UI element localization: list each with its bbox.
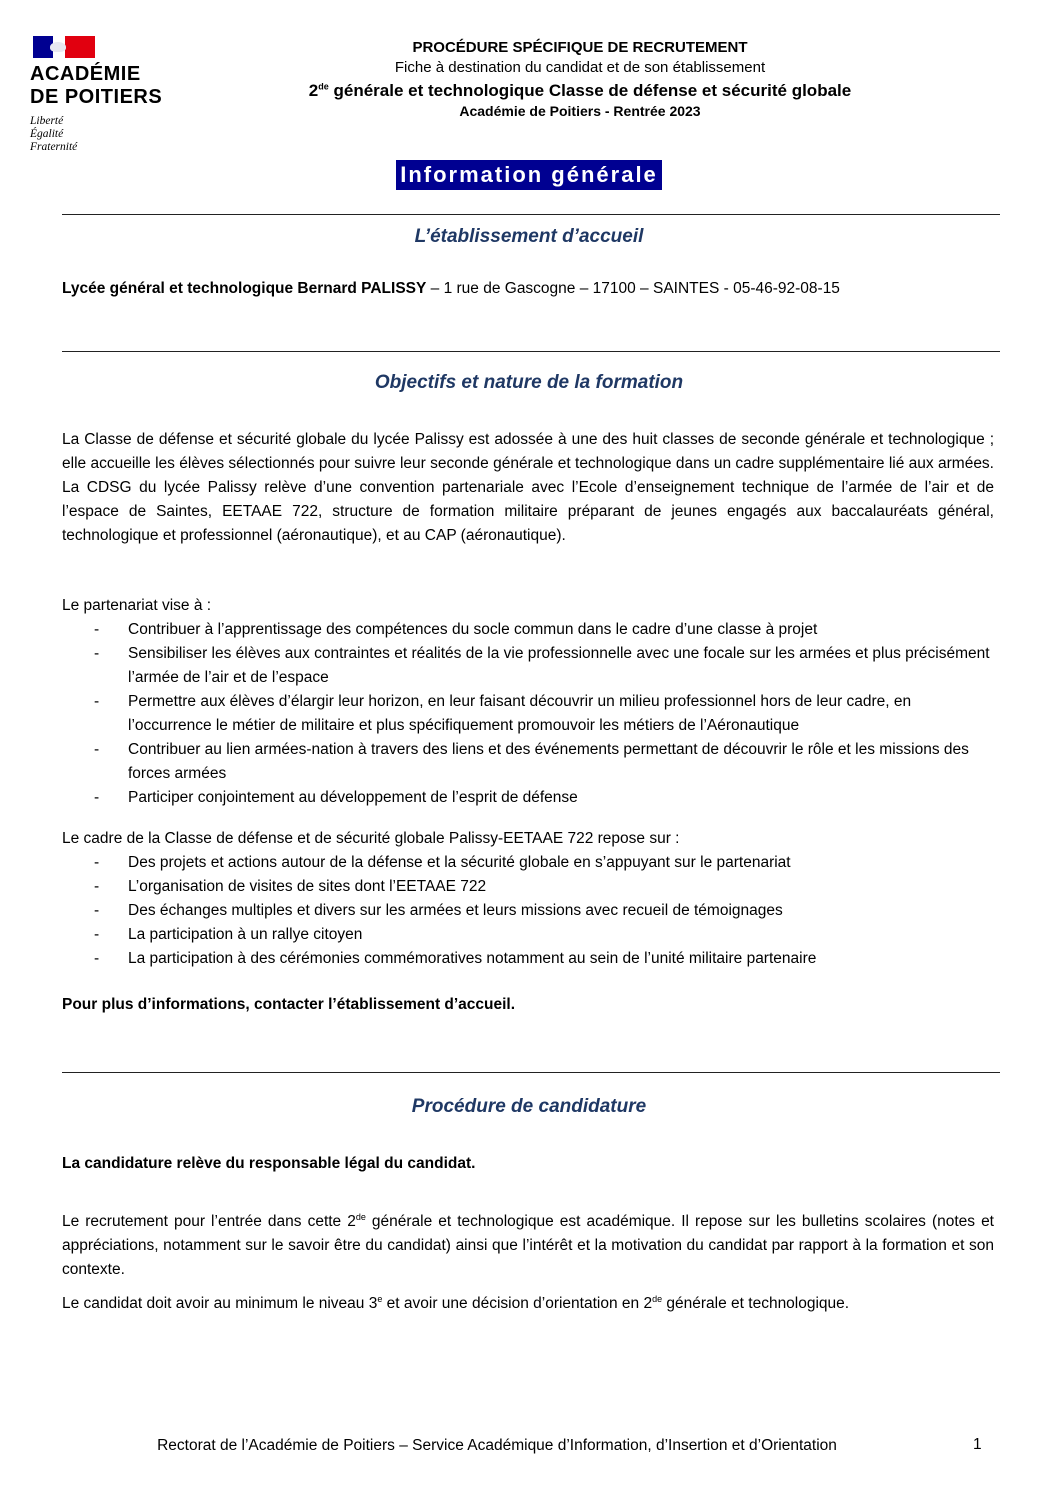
recrutement-paragraph: Le recrutement pour l’entrée dans cette 2de générale et technologique est académique. Il repose sur les bulletins scolaires (notes et appréciations, notamment sur le savoir être du candidat) ainsi que l’intérêt et la motivation du candidat par rapport à la formation et son contexte. xyxy=(62,1211,994,1278)
objectifs-intro: La Classe de défense et sécurité globale du lycée Palissy est adossée à une des huit classes de seconde générale et technologique ; elle accueille les élèves sélectionnés pour suivre leur seconde générale et technologique dans un cadre supplémentaire lié aux armées. La CDSG du lycée Palissy relève d’une convention partenariale avec l’Ecole d’enseignement technique de l’armée de l’air et de l’espace de Saintes, EETAAE 722, structure de formation militaire préparant de jeunes engagés aux baccalauréats général, technologique et professionnel (aéronautique), et au CAP (aéronautique). xyxy=(62,431,994,544)
cadre-lead: Le cadre de la Classe de défense et de sécurité globale Palissy-EETAAE 722 repose sur : xyxy=(62,830,680,847)
marianne-flag-icon xyxy=(33,36,95,58)
motto-egalite: Égalité xyxy=(30,128,64,140)
cadre-block xyxy=(62,827,994,971)
section-title-objectifs: Objectifs et nature de la formation xyxy=(374,372,684,393)
cadre-list xyxy=(62,851,994,971)
academie-logo xyxy=(30,36,190,154)
divider xyxy=(62,351,1000,352)
divider xyxy=(62,1072,1000,1073)
niveau-paragraph: Le candidat doit avoir au minimum le niveau 3e et avoir une décision d’orientation en 2de générale et technologique. xyxy=(62,1293,850,1312)
header-subtitle: Fiche à destination du candidat et de son établissement xyxy=(394,59,766,76)
contact-note: Pour plus d’informations, contacter l’établissement d’accueil. xyxy=(62,996,516,1013)
motto-fraternite: Fraternité xyxy=(30,141,78,153)
list-item: - Des échanges multiples et divers sur les armées et leurs missions avec recueil de témoignages xyxy=(62,899,994,923)
logo-motto xyxy=(30,115,190,154)
page-footer: Rectorat de l’Académie de Poitiers – Service Académique d’Information, d’Insertion et d’Orientation xyxy=(157,1437,837,1454)
section-title-etablissement: L’établissement d’accueil xyxy=(414,226,644,247)
logo-name-line1: ACADÉMIE xyxy=(30,63,141,85)
partenariat-list xyxy=(62,618,994,810)
banner-container xyxy=(0,160,1058,190)
list-item: - La participation à un rallye citoyen xyxy=(62,923,994,947)
list-item: - Permettre aux élèves d’élargir leur horizon, en leur faisant découvrir un milieu professionnel hors de leur cadre, en l’occurrence le métier de militaire et plus spécifiquement promouvoir les métiers de l’Aéronautique xyxy=(62,690,994,738)
school-name: Lycée général et technologique Bernard PALISSY xyxy=(62,280,427,297)
candidature-responsible: La candidature relève du responsable légal du candidat. xyxy=(62,1155,476,1172)
header-academy-year: Académie de Poitiers - Rentrée 2023 xyxy=(459,103,701,119)
list-item: - Des projets et actions autour de la défense et la sécurité globale en s’appuyant sur le partenariat xyxy=(62,851,994,875)
list-item: - L’organisation de visites de sites dont l’EETAAE 722 xyxy=(62,875,994,899)
document-header xyxy=(210,38,950,120)
school-address: – 1 rue de Gascogne – 17100 – SAINTES - 05-46-92-08-15 xyxy=(426,280,840,297)
logo-name xyxy=(30,63,190,109)
partenariat-block xyxy=(62,594,994,810)
banner-information-generale: Information générale xyxy=(396,160,662,190)
divider xyxy=(62,214,1000,215)
list-item: - La participation à des cérémonies commémoratives notamment au sein de l’unité militaire partenaire xyxy=(62,947,994,971)
list-item: - Participer conjointement au développement de l’esprit de défense xyxy=(62,786,994,810)
motto-liberte: Liberté xyxy=(30,115,64,127)
partenariat-lead: Le partenariat vise à : xyxy=(62,597,212,614)
header-class-title: 2de générale et technologique Classe de défense et sécurité globale xyxy=(308,81,852,100)
header-procedure-title: PROCÉDURE SPÉCIFIQUE DE RECRUTEMENT xyxy=(412,39,748,56)
list-item: - Contribuer à l’apprentissage des compétences du socle commun dans le cadre d’une classe à projet xyxy=(62,618,994,642)
list-item: - Sensibiliser les élèves aux contraintes et réalités de la vie professionnelle avec une focale sur les armées et plus précisément l’armée de l’air et de l’espace xyxy=(62,642,994,690)
section-title-candidature: Procédure de candidature xyxy=(411,1096,647,1117)
logo-name-line2: DE POITIERS xyxy=(30,86,163,108)
page-number: 1 xyxy=(973,1436,982,1453)
list-item: - Contribuer au lien armées-nation à travers des liens et des événements permettant de découvrir le rôle et les missions des forces armées xyxy=(62,738,994,786)
school-info xyxy=(62,277,994,301)
